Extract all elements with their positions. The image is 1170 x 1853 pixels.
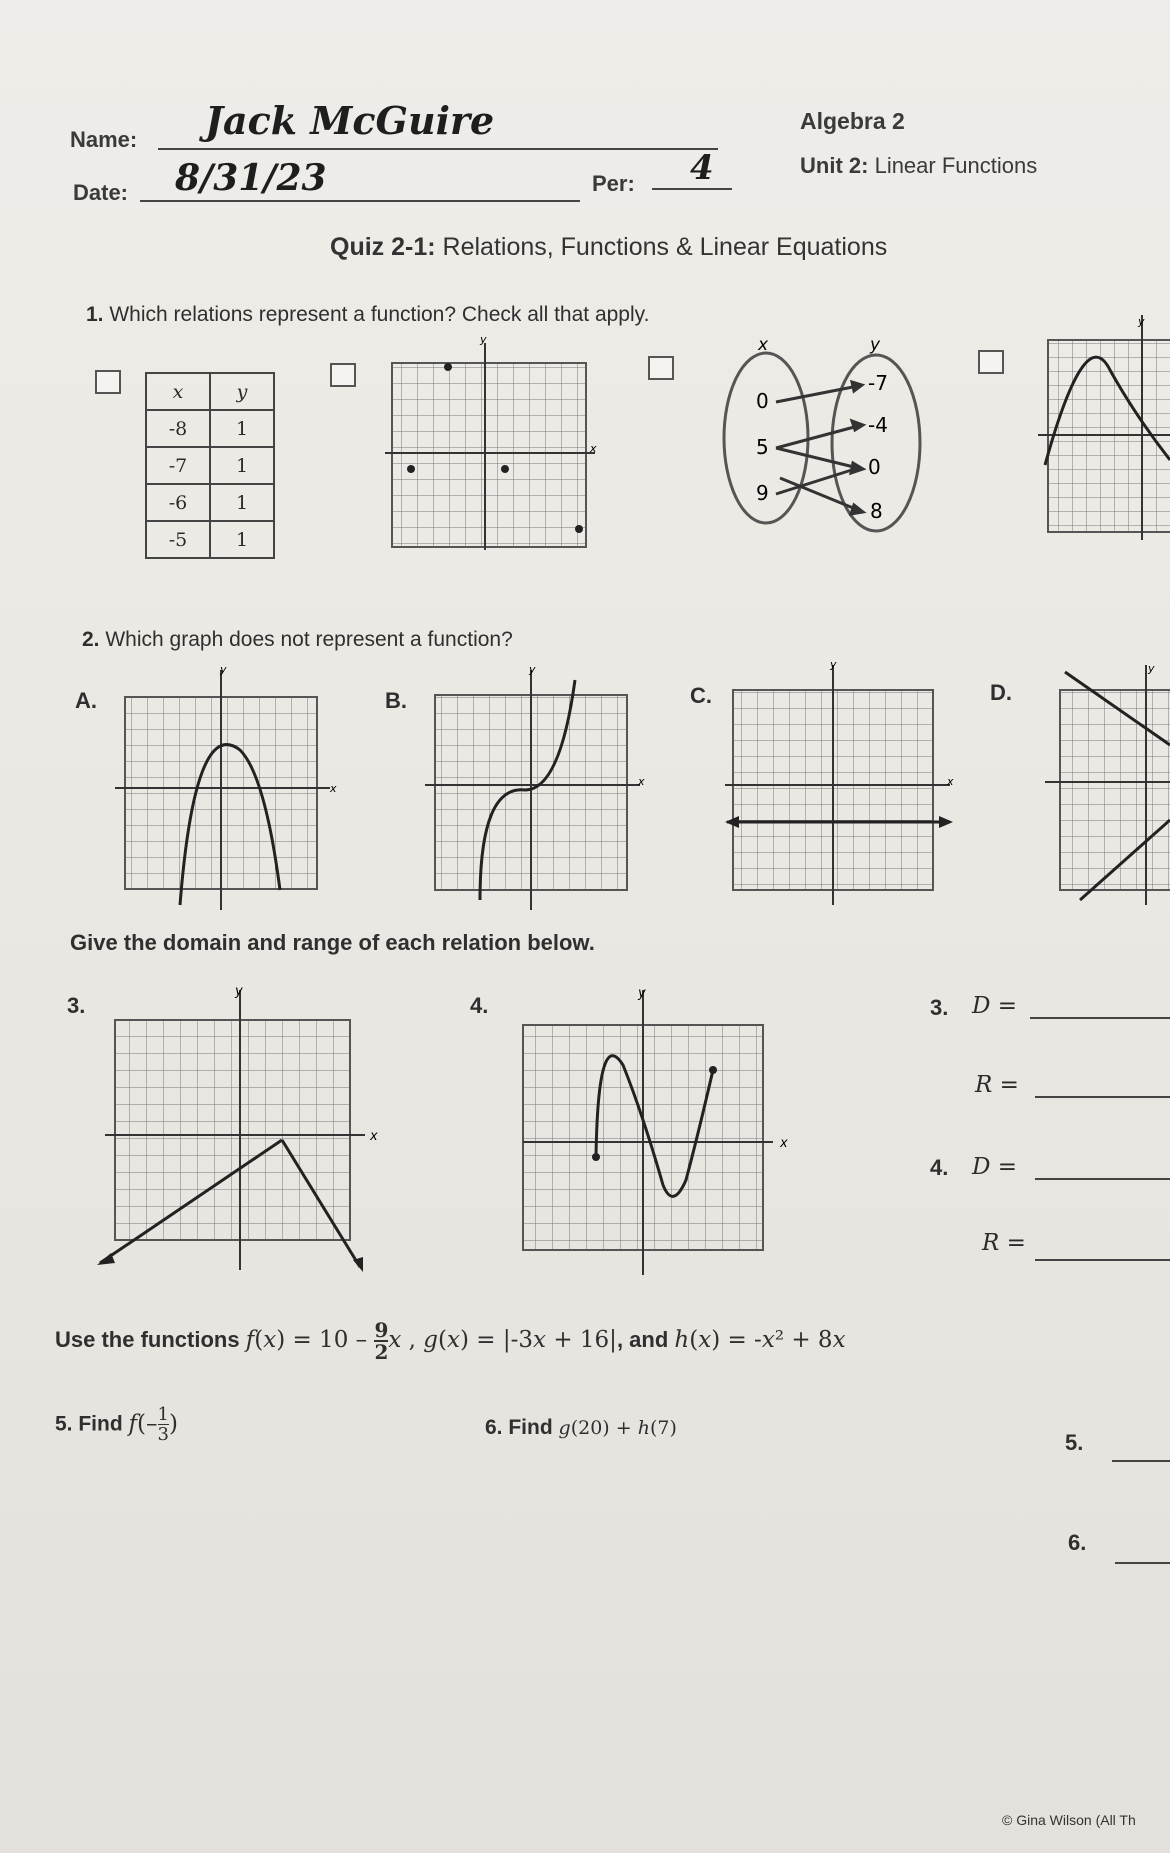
q1-checkbox-table[interactable]	[95, 370, 121, 394]
option-b-label[interactable]: B.	[385, 688, 407, 713]
question-2-text: 2. Which graph does not represent a function?	[82, 628, 513, 651]
table-cell: -5	[146, 521, 210, 558]
option-a-label[interactable]: A.	[75, 688, 97, 713]
date-underline	[140, 200, 580, 202]
svg-text:x: x	[330, 782, 337, 795]
answer-4-domain-line[interactable]	[1035, 1178, 1170, 1180]
q1-mapping-diagram	[718, 328, 938, 538]
svg-text:x: x	[780, 1136, 788, 1151]
functions-intro: Use the functions $f(x) = 10 - \frac{9}{2}$ x , g(x) = |-3x + 16|, and h(x) = -x² + 8x	[55, 1318, 846, 1364]
graph-point	[501, 465, 509, 473]
graph-3	[95, 984, 378, 1275]
svg-text:y: y	[480, 333, 487, 346]
domain-range-instructions: Give the domain and range of each relation below.	[70, 930, 595, 955]
period-underline	[652, 188, 732, 190]
problem-6-text: 6. Find g(20) + h(7)	[485, 1416, 677, 1439]
svg-text:y: y	[235, 984, 243, 999]
option-a-graph	[115, 663, 337, 915]
answer-3-label: 3.	[930, 995, 949, 1020]
answer-6-label: 6.	[1068, 1530, 1087, 1555]
answer-4-range-line[interactable]	[1035, 1259, 1170, 1261]
svg-text:x: x	[947, 775, 954, 788]
quiz-title: Quiz 2-1: Relations, Functions & Linear Equations	[330, 233, 888, 261]
graph-point	[575, 525, 583, 533]
svg-text:y: y	[830, 658, 837, 671]
copyright-footer: © Gina Wilson (All Th	[1002, 1812, 1136, 1828]
option-c-graph	[725, 658, 954, 910]
q1-point-graph	[385, 335, 595, 555]
q1-checkbox-mapping[interactable]	[648, 356, 674, 380]
q1-curve-graph	[1030, 315, 1170, 545]
svg-text:x: x	[590, 442, 597, 455]
range-value: -4	[868, 413, 888, 437]
date-label: Date:	[73, 180, 129, 205]
svg-text:y: y	[220, 663, 227, 676]
mapping-x-label: x	[758, 335, 769, 355]
svg-text:x: x	[638, 775, 645, 788]
graph-point	[444, 363, 452, 371]
option-d-label[interactable]: D.	[990, 680, 1012, 705]
answer-5-label: 5.	[1065, 1430, 1084, 1455]
option-c-label[interactable]: C.	[690, 683, 712, 708]
name-underline	[158, 148, 718, 150]
course-title: Algebra 2	[800, 108, 905, 134]
name-label: Name:	[70, 127, 138, 152]
answer-4-label: 4.	[930, 1155, 949, 1180]
answer-4-r-label: R =	[982, 1230, 1026, 1256]
svg-text:y: y	[1138, 315, 1145, 328]
svg-text:y: y	[529, 663, 536, 676]
answer-6-line[interactable]	[1115, 1562, 1170, 1564]
option-d-graph	[1040, 660, 1170, 910]
mapping-y-label: y	[870, 335, 881, 355]
date-value: 8/31/23	[175, 157, 327, 199]
table-cell: 1	[210, 484, 274, 521]
answer-3-r-label: R =	[975, 1072, 1019, 1098]
problem-3-label: 3.	[67, 993, 86, 1018]
option-b-graph	[425, 663, 645, 915]
unit-title: Unit 2: Linear Functions	[800, 153, 1038, 178]
domain-value: 9	[756, 481, 769, 505]
student-name: Jack McGuire	[205, 98, 495, 143]
answer-3-d-label: D =	[972, 993, 1018, 1019]
svg-text:y: y	[638, 986, 646, 1001]
table-cell: -7	[146, 447, 210, 484]
period-label: Per:	[592, 171, 635, 196]
table-cell: 1	[210, 410, 274, 447]
domain-value: 0	[756, 389, 769, 413]
answer-3-range-line[interactable]	[1035, 1096, 1170, 1098]
q1-checkbox-curve[interactable]	[978, 350, 1004, 374]
table-cell: -6	[146, 484, 210, 521]
problem-4-label: 4.	[470, 993, 489, 1018]
graph-4	[518, 985, 788, 1285]
question-1-text: 1. Which relations represent a function? Check all that apply.	[86, 303, 650, 326]
answer-5-line[interactable]	[1112, 1460, 1170, 1462]
period-value: 4	[690, 148, 714, 188]
q1-checkbox-graph[interactable]	[330, 363, 356, 387]
range-value: 8	[870, 499, 883, 523]
table-cell: 1	[210, 521, 274, 558]
svg-text:x: x	[370, 1129, 378, 1144]
q1-relation-table	[145, 372, 275, 559]
table-cell: -8	[146, 410, 210, 447]
domain-value: 5	[756, 435, 769, 459]
table-cell: 1	[210, 447, 274, 484]
svg-text:y: y	[1148, 662, 1155, 675]
table-header-x: x	[146, 373, 210, 410]
answer-4-d-label: D =	[972, 1154, 1018, 1180]
table-header-y: y	[210, 373, 274, 410]
answer-3-domain-line[interactable]	[1030, 1017, 1170, 1019]
graph-point	[407, 465, 415, 473]
range-value: 0	[868, 455, 881, 479]
range-value: -7	[868, 371, 888, 395]
problem-5-text: 5. Find f(–1 3 )	[55, 1404, 178, 1445]
